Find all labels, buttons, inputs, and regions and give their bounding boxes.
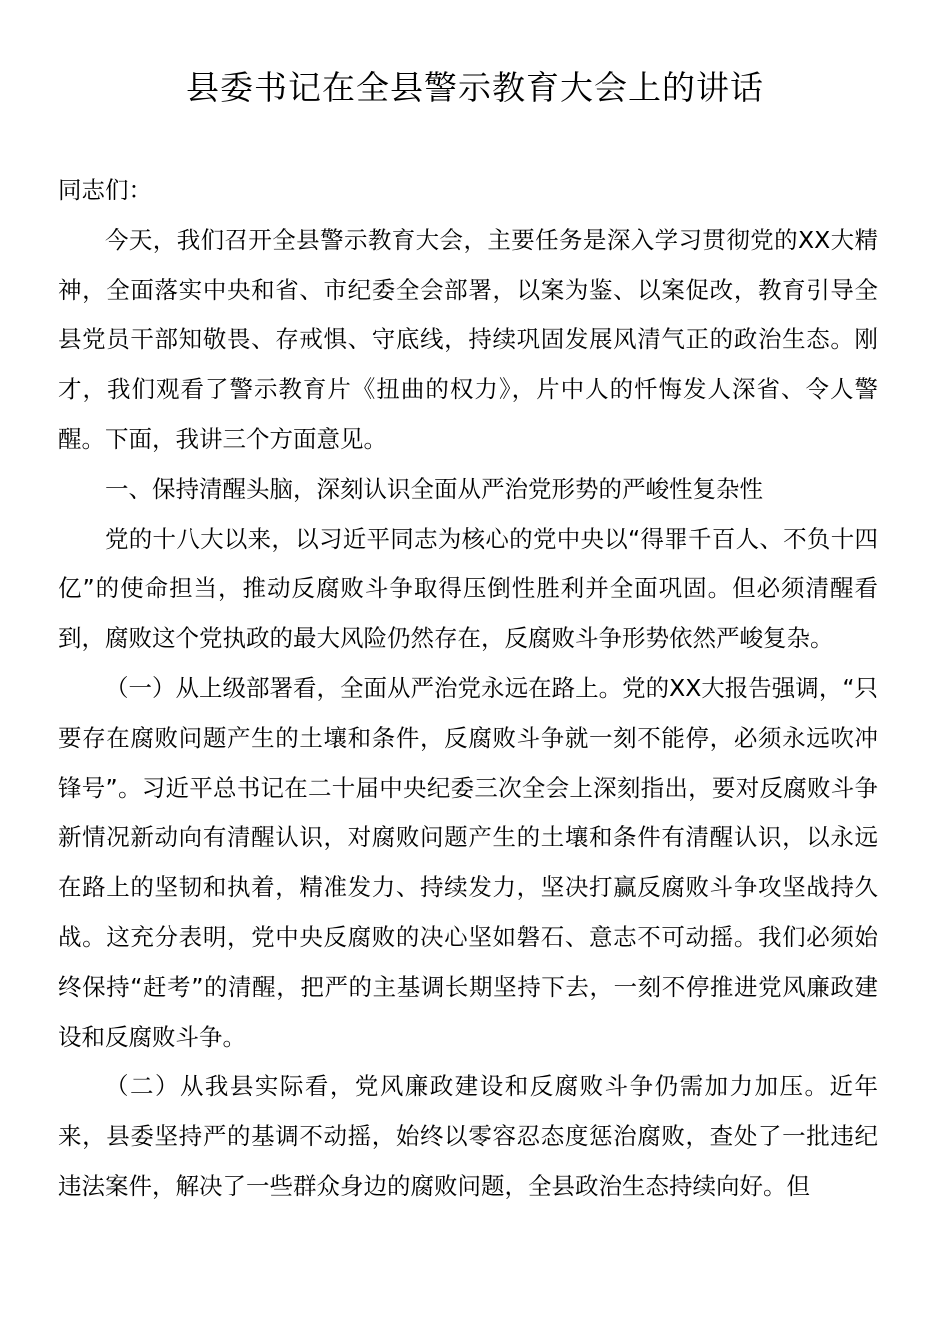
paragraph-section-1: 党的十八大以来，以习近平同志为核心的党中央以“得罪千百人、不负十四亿”的使命担当，推动反腐败斗争取得压倒性胜利并全面巩固。但必须清醒看到，腐败这个党执政的最大风险仍然存在，反腐败斗争形势依然严峻复杂。 bbox=[58, 524, 878, 653]
document-title: 县委书记在全县警示教育大会上的讲话 bbox=[186, 68, 764, 107]
paragraph-subsection-2: （二）从我县实际看，党风廉政建设和反腐败斗争仍需加力加压。近年来，县委坚持严的基调不动摇，始终以零容忍态度惩治腐败，查处了一批违纪违法案件，解决了一些群众身边的腐败问题，全县政治生态持续向好。但 bbox=[58, 1072, 878, 1200]
paragraph-intro: 今天，我们召开全县警示教育大会，主要任务是深入学习贯彻党的XX大精神，全面落实中央和省、市纪委全会部署，以案为鉴、以案促改，教育引导全县党员干部知敬畏、存戒惧、守底线，持续巩固发展风清气正的政治生态。刚才，我们观看了警示教育片《扭曲的权力》，片中人的忏悔发人深省、令人警醒。下面，我讲三个方面意见。 bbox=[58, 225, 878, 453]
salutation: 同志们： bbox=[58, 176, 152, 204]
document-body bbox=[58, 166, 878, 1212]
paragraph-subsection-1: （一）从上级部署看，全面从严治党永远在路上。党的XX大报告强调，“只要存在腐败问题产生的土壤和条件，反腐败斗争就一刻不能停，必须永远吹冲锋号”。习近平总书记在二十届中央纪委三次全会上深刻指出，要对反腐败斗争新情况新动向有清醒认识，对腐败问题产生的土壤和条件有清醒认识，以永远在路上的坚韧和执着，精准发力、持续发力，坚决打赢反腐败斗争攻坚战持久战。这充分表明，党中央反腐败的决心坚如磐石、意志不可动摇。我们必须始终保持“赶考”的清醒，把严的主基调长期坚持下去，一刻不停推进党风廉政建设和反腐败斗争。 bbox=[58, 673, 878, 1051]
section-heading-1: 一、保持清醒头脑，深刻认识全面从严治党形势的严峻性复杂性 bbox=[105, 474, 763, 503]
